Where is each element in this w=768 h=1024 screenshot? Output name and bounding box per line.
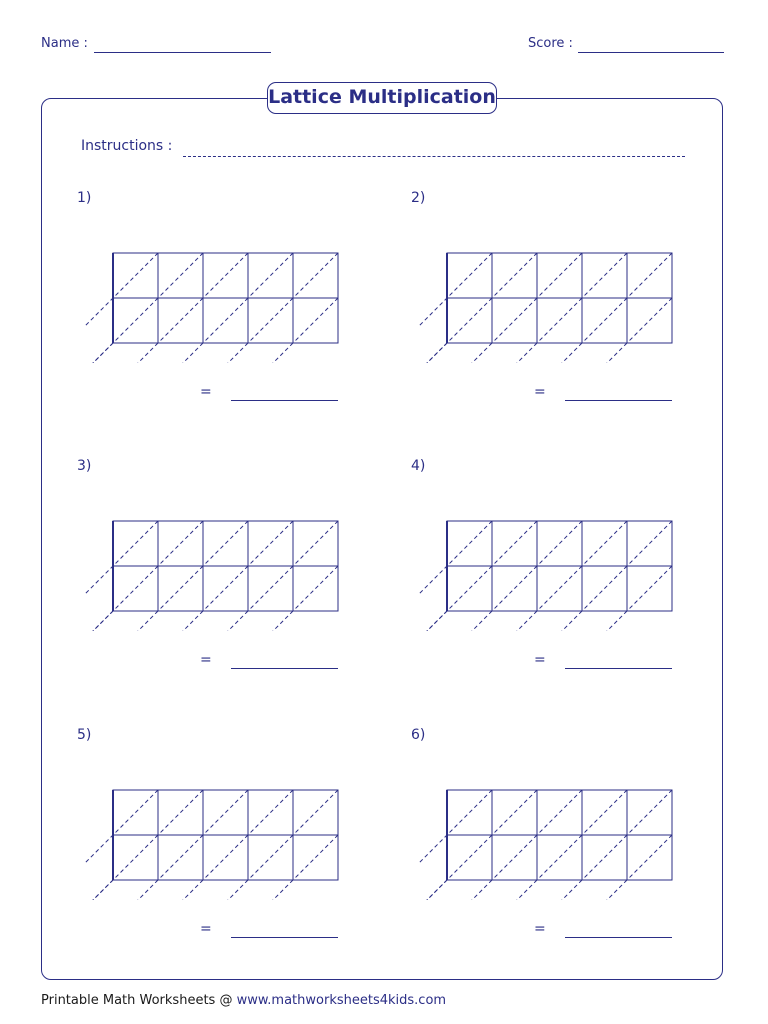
lattice-diagonal bbox=[226, 880, 248, 900]
lattice-diagonal bbox=[248, 835, 293, 880]
name-label: Name : bbox=[41, 36, 88, 51]
lattice-diagonal bbox=[85, 521, 158, 594]
lattice-diagonal bbox=[560, 880, 582, 900]
lattice-diagonal bbox=[136, 611, 158, 631]
name-field[interactable] bbox=[94, 52, 271, 53]
problem-1 bbox=[77, 190, 397, 430]
lattice-diagonal bbox=[181, 880, 203, 900]
problem-5 bbox=[77, 727, 397, 967]
lattice-diagonal bbox=[470, 343, 492, 363]
lattice-diagonal bbox=[203, 835, 248, 880]
lattice-grid[interactable] bbox=[77, 238, 347, 363]
lattice-diagonal bbox=[582, 521, 627, 566]
lattice-diagonal bbox=[293, 790, 338, 835]
lattice-diagonal bbox=[492, 790, 537, 835]
lattice-diagonal bbox=[425, 343, 447, 363]
lattice-diagonal bbox=[136, 880, 158, 900]
lattice-diagonal bbox=[91, 611, 113, 631]
lattice-diagonal bbox=[627, 253, 672, 298]
lattice-grid[interactable] bbox=[77, 506, 347, 631]
lattice-diagonal bbox=[158, 521, 203, 566]
lattice-diagonal bbox=[85, 253, 158, 326]
lattice-diagonal bbox=[627, 521, 672, 566]
problem-2 bbox=[411, 190, 731, 430]
lattice-grid[interactable] bbox=[411, 506, 681, 631]
lattice-diagonal bbox=[492, 835, 537, 880]
lattice-diagonal bbox=[158, 835, 203, 880]
lattice-diagonal bbox=[515, 880, 537, 900]
lattice-diagonal bbox=[627, 835, 672, 880]
lattice-diagonal bbox=[425, 611, 447, 631]
lattice-diagonal bbox=[203, 253, 248, 298]
lattice-diagonal bbox=[492, 521, 537, 566]
lattice-diagonal bbox=[158, 790, 203, 835]
lattice-diagonal bbox=[293, 253, 338, 298]
lattice-diagonal bbox=[582, 790, 627, 835]
lattice-diagonal bbox=[627, 790, 672, 835]
lattice-diagonal bbox=[537, 790, 582, 835]
lattice-diagonal bbox=[85, 790, 158, 863]
lattice-diagonal bbox=[248, 790, 293, 835]
equals-sign: = bbox=[534, 921, 546, 937]
lattice-diagonal bbox=[627, 298, 672, 343]
answer-field[interactable] bbox=[565, 400, 672, 401]
answer-field[interactable] bbox=[231, 937, 338, 938]
footer-text: Printable Math Worksheets @ bbox=[41, 993, 233, 1008]
equals-sign: = bbox=[534, 652, 546, 668]
lattice-diagonal bbox=[605, 343, 627, 363]
lattice-diagonal bbox=[470, 611, 492, 631]
lattice-diagonal bbox=[419, 521, 492, 594]
instructions-label: Instructions : bbox=[81, 138, 173, 154]
answer-field[interactable] bbox=[565, 937, 672, 938]
lattice-diagonal bbox=[515, 611, 537, 631]
problem-number: 3) bbox=[77, 458, 92, 474]
lattice-diagonal bbox=[627, 566, 672, 611]
footer-site-link[interactable]: www.mathworksheets4kids.com bbox=[236, 993, 447, 1008]
worksheet-title: Lattice Multiplication bbox=[267, 82, 497, 114]
lattice-diagonal bbox=[181, 611, 203, 631]
lattice-diagonal bbox=[537, 566, 582, 611]
problem-number: 2) bbox=[411, 190, 426, 206]
lattice-diagonal bbox=[248, 253, 293, 298]
equals-sign: = bbox=[200, 652, 212, 668]
lattice-diagonal bbox=[248, 298, 293, 343]
answer-field[interactable] bbox=[231, 400, 338, 401]
problem-number: 4) bbox=[411, 458, 426, 474]
lattice-diagonal bbox=[492, 566, 537, 611]
lattice-grid[interactable] bbox=[77, 775, 347, 900]
lattice-diagonal bbox=[271, 611, 293, 631]
lattice-diagonal bbox=[537, 253, 582, 298]
lattice-diagonal bbox=[158, 253, 203, 298]
problem-number: 5) bbox=[77, 727, 92, 743]
lattice-diagonal bbox=[582, 566, 627, 611]
lattice-diagonal bbox=[158, 566, 203, 611]
lattice-diagonal bbox=[492, 253, 537, 298]
lattice-diagonal bbox=[419, 253, 492, 326]
lattice-diagonal bbox=[293, 521, 338, 566]
answer-field[interactable] bbox=[231, 668, 338, 669]
lattice-diagonal bbox=[425, 880, 447, 900]
lattice-diagonal bbox=[158, 298, 203, 343]
lattice-diagonal bbox=[605, 611, 627, 631]
lattice-diagonal bbox=[203, 298, 248, 343]
lattice-diagonal bbox=[537, 521, 582, 566]
problem-number: 1) bbox=[77, 190, 92, 206]
equals-sign: = bbox=[534, 384, 546, 400]
lattice-diagonal bbox=[271, 880, 293, 900]
equals-sign: = bbox=[200, 384, 212, 400]
lattice-diagonal bbox=[203, 566, 248, 611]
lattice-grid[interactable] bbox=[411, 238, 681, 363]
lattice-diagonal bbox=[226, 343, 248, 363]
footer bbox=[41, 993, 446, 1008]
lattice-diagonal bbox=[582, 298, 627, 343]
lattice-diagonal bbox=[582, 835, 627, 880]
lattice-diagonal bbox=[203, 790, 248, 835]
lattice-diagonal bbox=[226, 611, 248, 631]
lattice-diagonal bbox=[515, 343, 537, 363]
lattice-diagonal bbox=[293, 566, 338, 611]
lattice-diagonal bbox=[470, 880, 492, 900]
lattice-diagonal bbox=[271, 343, 293, 363]
lattice-diagonal bbox=[293, 298, 338, 343]
lattice-diagonal bbox=[203, 521, 248, 566]
lattice-diagonal bbox=[293, 835, 338, 880]
lattice-diagonal bbox=[605, 880, 627, 900]
lattice-diagonal bbox=[248, 521, 293, 566]
equals-sign: = bbox=[200, 921, 212, 937]
lattice-diagonal bbox=[492, 298, 537, 343]
lattice-diagonal bbox=[248, 566, 293, 611]
problem-6 bbox=[411, 727, 731, 967]
lattice-diagonal bbox=[537, 835, 582, 880]
lattice-diagonal bbox=[91, 343, 113, 363]
lattice-diagonal bbox=[537, 298, 582, 343]
lattice-diagonal bbox=[181, 343, 203, 363]
score-field[interactable] bbox=[578, 52, 724, 53]
lattice-diagonal bbox=[91, 880, 113, 900]
lattice-diagonal bbox=[582, 253, 627, 298]
problem-4 bbox=[411, 458, 731, 698]
problem-3 bbox=[77, 458, 397, 698]
lattice-diagonal bbox=[560, 611, 582, 631]
lattice-diagonal bbox=[419, 790, 492, 863]
lattice-diagonal bbox=[136, 343, 158, 363]
score-label: Score : bbox=[528, 36, 573, 51]
lattice-diagonal bbox=[560, 343, 582, 363]
lattice-grid[interactable] bbox=[411, 775, 681, 900]
problem-number: 6) bbox=[411, 727, 426, 743]
answer-field[interactable] bbox=[565, 668, 672, 669]
instructions-field[interactable] bbox=[183, 156, 685, 157]
